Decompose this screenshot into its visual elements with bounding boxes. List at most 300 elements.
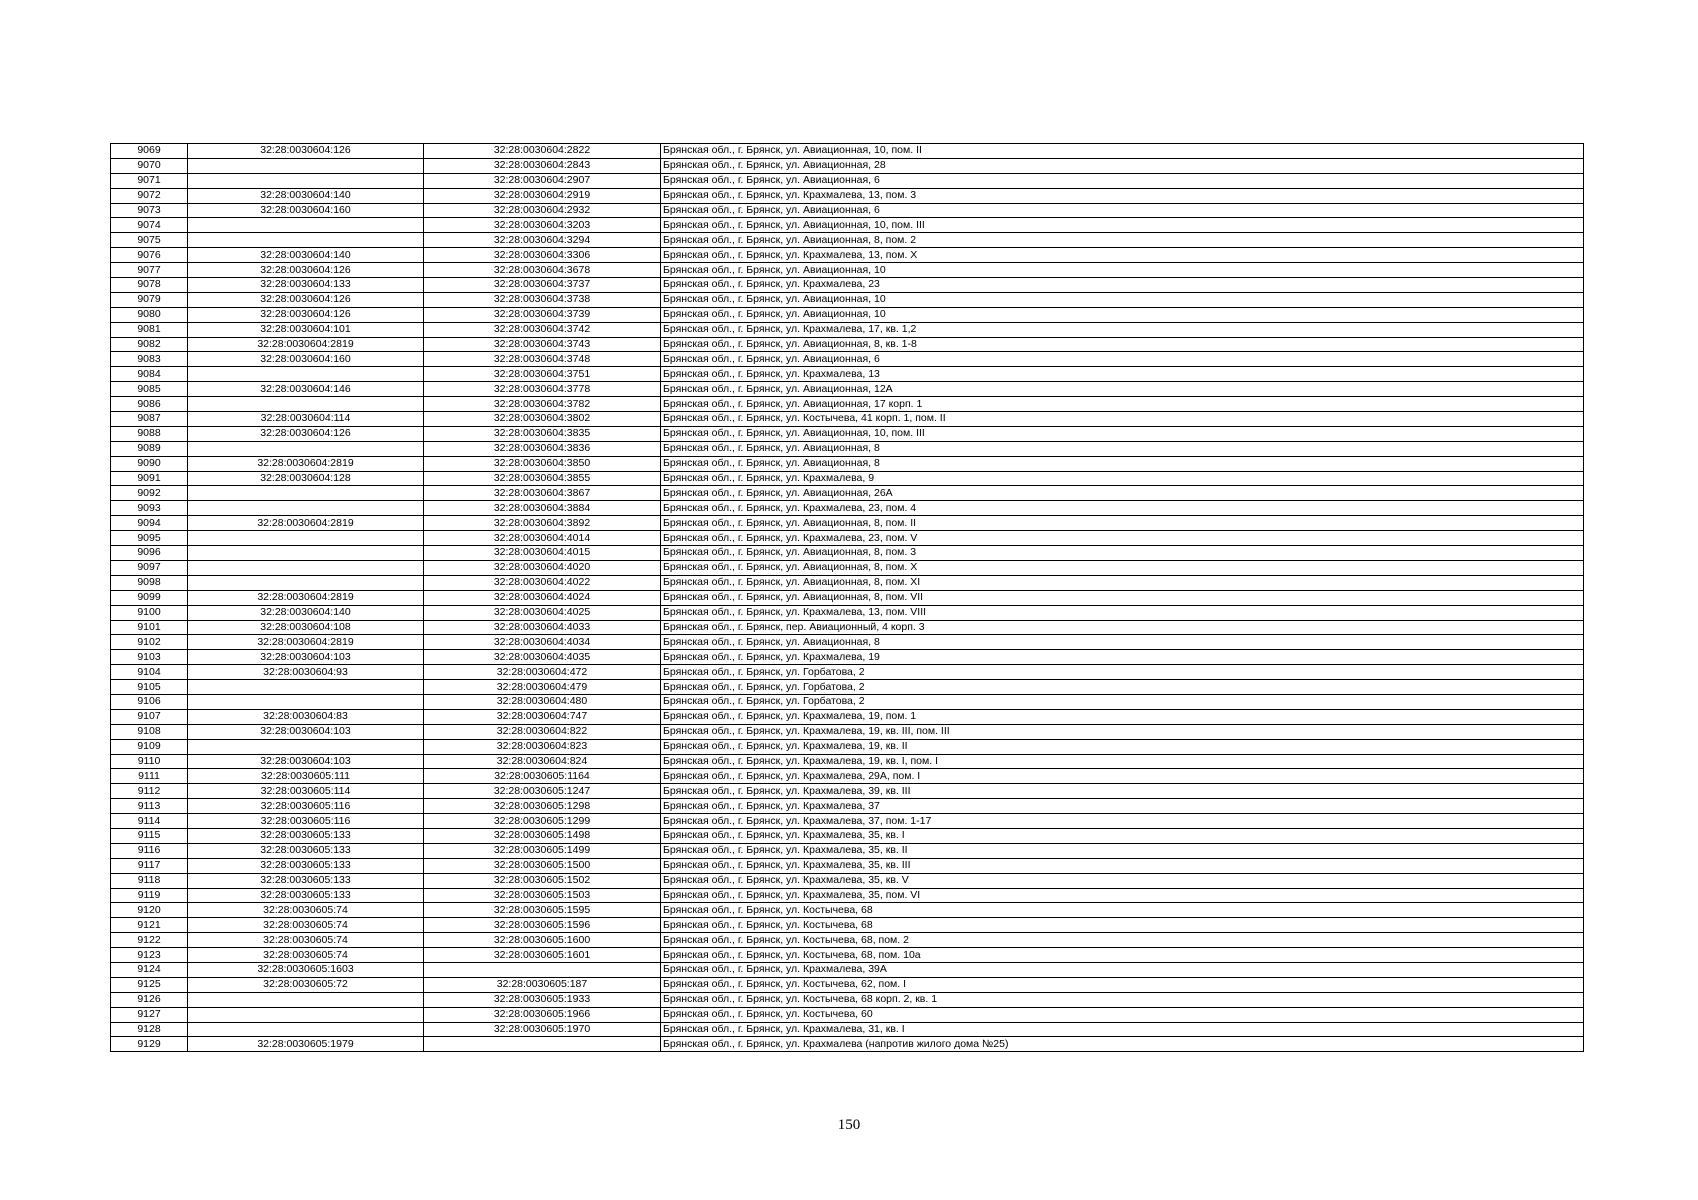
table-row [111, 650, 1584, 665]
object-number-cell: 32:28:0030605:1970 [424, 1022, 661, 1037]
object-number-cell: 32:28:0030604:4035 [424, 650, 661, 665]
row-number-cell: 9126 [111, 992, 188, 1007]
row-number-cell: 9121 [111, 918, 188, 933]
table-row [111, 962, 1584, 977]
table-row [111, 1022, 1584, 1037]
table-row [111, 858, 1584, 873]
object-number-cell: 32:28:0030604:3203 [424, 218, 661, 233]
object-number-cell: 32:28:0030604:747 [424, 709, 661, 724]
parcel-number-cell: 32:28:0030604:140 [188, 605, 424, 620]
row-number-cell: 9082 [111, 337, 188, 352]
table-row [111, 903, 1584, 918]
parcel-number-cell [188, 694, 424, 709]
address-cell: Брянская обл., г. Брянск, ул. Крахмалева, 35, кв. II [661, 843, 1584, 858]
table-row [111, 292, 1584, 307]
table-row [111, 724, 1584, 739]
table-row [111, 694, 1584, 709]
row-number-cell: 9091 [111, 471, 188, 486]
row-number-cell: 9119 [111, 888, 188, 903]
address-cell: Брянская обл., г. Брянск, ул. Авиационная, 26А [661, 486, 1584, 501]
table-row [111, 158, 1584, 173]
object-number-cell: 32:28:0030604:2822 [424, 144, 661, 159]
table-row [111, 739, 1584, 754]
row-number-cell: 9081 [111, 322, 188, 337]
object-number-cell: 32:28:0030604:824 [424, 754, 661, 769]
row-number-cell: 9118 [111, 873, 188, 888]
address-cell: Брянская обл., г. Брянск, ул. Крахмалева, 19, кв. II [661, 739, 1584, 754]
address-cell: Брянская обл., г. Брянск, ул. Авиационная, 10 [661, 292, 1584, 307]
address-cell: Брянская обл., г. Брянск, ул. Крахмалева, 19, кв. III, пом. III [661, 724, 1584, 739]
address-cell: Брянская обл., г. Брянск, ул. Крахмалева, 17, кв. 1,2 [661, 322, 1584, 337]
table-row [111, 501, 1584, 516]
parcel-number-cell [188, 233, 424, 248]
parcel-number-cell: 32:28:0030605:111 [188, 769, 424, 784]
object-number-cell: 32:28:0030605:187 [424, 977, 661, 992]
row-number-cell: 9098 [111, 575, 188, 590]
parcel-number-cell [188, 1022, 424, 1037]
parcel-number-cell: 32:28:0030604:2819 [188, 456, 424, 471]
row-number-cell: 9122 [111, 933, 188, 948]
parcel-number-cell: 32:28:0030605:74 [188, 918, 424, 933]
row-number-cell: 9123 [111, 948, 188, 963]
object-number-cell: 32:28:0030604:3742 [424, 322, 661, 337]
parcel-number-cell [188, 218, 424, 233]
parcel-number-cell [188, 397, 424, 412]
table-row [111, 218, 1584, 233]
parcel-number-cell: 32:28:0030604:93 [188, 665, 424, 680]
table-row [111, 560, 1584, 575]
table-row [111, 397, 1584, 412]
parcel-number-cell [188, 441, 424, 456]
address-cell: Брянская обл., г. Брянск, ул. Авиационная, 8 [661, 635, 1584, 650]
table-row [111, 337, 1584, 352]
row-number-cell: 9089 [111, 441, 188, 456]
object-number-cell: 32:28:0030604:823 [424, 739, 661, 754]
address-cell: Брянская обл., г. Брянск, пер. Авиационный, 4 корп. 3 [661, 620, 1584, 635]
row-number-cell: 9125 [111, 977, 188, 992]
address-cell: Брянская обл., г. Брянск, ул. Авиационная, 8 [661, 456, 1584, 471]
parcel-number-cell [188, 1007, 424, 1022]
parcel-number-cell: 32:28:0030604:114 [188, 412, 424, 427]
table-row [111, 352, 1584, 367]
row-number-cell: 9075 [111, 233, 188, 248]
row-number-cell: 9110 [111, 754, 188, 769]
table-row [111, 203, 1584, 218]
row-number-cell: 9109 [111, 739, 188, 754]
parcel-number-cell [188, 560, 424, 575]
table-row [111, 471, 1584, 486]
row-number-cell: 9092 [111, 486, 188, 501]
parcel-number-cell: 32:28:0030604:126 [188, 144, 424, 159]
table-row [111, 680, 1584, 695]
object-number-cell: 32:28:0030604:3748 [424, 352, 661, 367]
row-number-cell: 9084 [111, 367, 188, 382]
row-number-cell: 9088 [111, 426, 188, 441]
table-row [111, 546, 1584, 561]
row-number-cell: 9103 [111, 650, 188, 665]
table-row [111, 769, 1584, 784]
object-number-cell: 32:28:0030604:4025 [424, 605, 661, 620]
table-row [111, 1007, 1584, 1022]
address-cell: Брянская обл., г. Брянск, ул. Крахмалева, 19, пом. 1 [661, 709, 1584, 724]
table-row [111, 516, 1584, 531]
address-cell: Брянская обл., г. Брянск, ул. Костычева, 68, пом. 10а [661, 948, 1584, 963]
row-number-cell: 9074 [111, 218, 188, 233]
address-cell: Брянская обл., г. Брянск, ул. Крахмалева, 23, пом. V [661, 531, 1584, 546]
parcel-number-cell: 32:28:0030604:103 [188, 650, 424, 665]
address-cell: Брянская обл., г. Брянск, ул. Авиационная, 8, пом. 3 [661, 546, 1584, 561]
table-row [111, 173, 1584, 188]
object-number-cell: 32:28:0030604:2919 [424, 188, 661, 203]
address-cell: Брянская обл., г. Брянск, ул. Костычева, 62, пом. I [661, 977, 1584, 992]
object-number-cell: 32:28:0030604:3738 [424, 292, 661, 307]
address-cell: Брянская обл., г. Брянск, ул. Крахмалева, 13, пом. X [661, 248, 1584, 263]
address-cell: Брянская обл., г. Брянск, ул. Авиационная, 6 [661, 352, 1584, 367]
address-cell: Брянская обл., г. Брянск, ул. Крахмалева, 13, пом. VIII [661, 605, 1584, 620]
parcel-number-cell: 32:28:0030604:103 [188, 754, 424, 769]
row-number-cell: 9128 [111, 1022, 188, 1037]
row-number-cell: 9071 [111, 173, 188, 188]
row-number-cell: 9112 [111, 784, 188, 799]
table-row [111, 412, 1584, 427]
address-cell: Брянская обл., г. Брянск, ул. Авиационная, 10, пом. III [661, 426, 1584, 441]
address-cell: Брянская обл., г. Брянск, ул. Авиационная, 8, пом. VII [661, 590, 1584, 605]
object-number-cell [424, 1037, 661, 1052]
row-number-cell: 9117 [111, 858, 188, 873]
object-number-cell: 32:28:0030604:4015 [424, 546, 661, 561]
registry-table [110, 143, 1584, 1052]
table-row [111, 635, 1584, 650]
parcel-number-cell: 32:28:0030604:103 [188, 724, 424, 739]
object-number-cell: 32:28:0030605:1966 [424, 1007, 661, 1022]
row-number-cell: 9108 [111, 724, 188, 739]
row-number-cell: 9087 [111, 412, 188, 427]
address-cell: Брянская обл., г. Брянск, ул. Горбатова, 2 [661, 680, 1584, 695]
parcel-number-cell: 32:28:0030604:2819 [188, 635, 424, 650]
object-number-cell: 32:28:0030605:1499 [424, 843, 661, 858]
parcel-number-cell: 32:28:0030604:2819 [188, 590, 424, 605]
table-row [111, 248, 1584, 263]
address-cell: Брянская обл., г. Брянск, ул. Крахмалева, 9 [661, 471, 1584, 486]
table-row [111, 367, 1584, 382]
table-row [111, 784, 1584, 799]
object-number-cell: 32:28:0030605:1933 [424, 992, 661, 1007]
table-row [111, 814, 1584, 829]
address-cell: Брянская обл., г. Брянск, ул. Крахмалева, 19, кв. I, пом. I [661, 754, 1584, 769]
row-number-cell: 9116 [111, 843, 188, 858]
parcel-number-cell [188, 680, 424, 695]
address-cell: Брянская обл., г. Брянск, ул. Горбатова, 2 [661, 694, 1584, 709]
row-number-cell: 9093 [111, 501, 188, 516]
object-number-cell: 32:28:0030604:4014 [424, 531, 661, 546]
address-cell: Брянская обл., г. Брянск, ул. Крахмалева, 39А [661, 962, 1584, 977]
table-row [111, 233, 1584, 248]
parcel-number-cell [188, 173, 424, 188]
row-number-cell: 9077 [111, 263, 188, 278]
row-number-cell: 9083 [111, 352, 188, 367]
address-cell: Брянская обл., г. Брянск, ул. Авиационная, 8, пом. XI [661, 575, 1584, 590]
object-number-cell: 32:28:0030605:1503 [424, 888, 661, 903]
object-number-cell: 32:28:0030604:3892 [424, 516, 661, 531]
parcel-number-cell: 32:28:0030604:126 [188, 263, 424, 278]
row-number-cell: 9102 [111, 635, 188, 650]
parcel-number-cell: 32:28:0030605:133 [188, 873, 424, 888]
object-number-cell: 32:28:0030605:1502 [424, 873, 661, 888]
parcel-number-cell: 32:28:0030604:126 [188, 307, 424, 322]
address-cell: Брянская обл., г. Брянск, ул. Авиационная, 6 [661, 203, 1584, 218]
table-row [111, 307, 1584, 322]
row-number-cell: 9107 [111, 709, 188, 724]
object-number-cell: 32:28:0030604:4022 [424, 575, 661, 590]
table-row [111, 933, 1584, 948]
parcel-number-cell: 32:28:0030605:133 [188, 858, 424, 873]
object-number-cell: 32:28:0030604:4024 [424, 590, 661, 605]
table-row [111, 486, 1584, 501]
object-number-cell: 32:28:0030604:3850 [424, 456, 661, 471]
object-number-cell: 32:28:0030604:3884 [424, 501, 661, 516]
object-number-cell: 32:28:0030604:3739 [424, 307, 661, 322]
parcel-number-cell: 32:28:0030605:74 [188, 933, 424, 948]
table-row [111, 590, 1584, 605]
parcel-number-cell: 32:28:0030605:114 [188, 784, 424, 799]
address-cell: Брянская обл., г. Брянск, ул. Авиационная, 17 корп. 1 [661, 397, 1584, 412]
row-number-cell: 9095 [111, 531, 188, 546]
object-number-cell: 32:28:0030605:1601 [424, 948, 661, 963]
address-cell: Брянская обл., г. Брянск, ул. Авиационная, 28 [661, 158, 1584, 173]
object-number-cell: 32:28:0030604:2907 [424, 173, 661, 188]
table-row [111, 754, 1584, 769]
object-number-cell: 32:28:0030604:472 [424, 665, 661, 680]
address-cell: Брянская обл., г. Брянск, ул. Авиационная, 10, пом. II [661, 144, 1584, 159]
object-number-cell: 32:28:0030605:1600 [424, 933, 661, 948]
address-cell: Брянская обл., г. Брянск, ул. Крахмалева, 23, пом. 4 [661, 501, 1584, 516]
table-row [111, 456, 1584, 471]
row-number-cell: 9101 [111, 620, 188, 635]
row-number-cell: 9114 [111, 814, 188, 829]
address-cell: Брянская обл., г. Брянск, ул. Крахмалева, 37, пом. 1-17 [661, 814, 1584, 829]
parcel-number-cell: 32:28:0030605:116 [188, 799, 424, 814]
object-number-cell: 32:28:0030604:3294 [424, 233, 661, 248]
object-number-cell: 32:28:0030605:1164 [424, 769, 661, 784]
object-number-cell: 32:28:0030604:3743 [424, 337, 661, 352]
object-number-cell: 32:28:0030604:3836 [424, 441, 661, 456]
parcel-number-cell: 32:28:0030604:128 [188, 471, 424, 486]
object-number-cell: 32:28:0030604:3835 [424, 426, 661, 441]
row-number-cell: 9080 [111, 307, 188, 322]
address-cell: Брянская обл., г. Брянск, ул. Крахмалева, 13 [661, 367, 1584, 382]
address-cell: Брянская обл., г. Брянск, ул. Крахмалева, 35, кв. I [661, 828, 1584, 843]
object-number-cell: 32:28:0030605:1247 [424, 784, 661, 799]
row-number-cell: 9086 [111, 397, 188, 412]
parcel-number-cell: 32:28:0030604:126 [188, 292, 424, 307]
parcel-number-cell: 32:28:0030604:146 [188, 382, 424, 397]
parcel-number-cell [188, 486, 424, 501]
row-number-cell: 9076 [111, 248, 188, 263]
row-number-cell: 9099 [111, 590, 188, 605]
table-row [111, 188, 1584, 203]
table-row [111, 144, 1584, 159]
row-number-cell: 9096 [111, 546, 188, 561]
parcel-number-cell: 32:28:0030604:160 [188, 352, 424, 367]
address-cell: Брянская обл., г. Брянск, ул. Костычева, 68 корп. 2, кв. 1 [661, 992, 1584, 1007]
parcel-number-cell: 32:28:0030604:2819 [188, 516, 424, 531]
object-number-cell: 32:28:0030604:3778 [424, 382, 661, 397]
address-cell: Брянская обл., г. Брянск, ул. Авиационная, 8, кв. 1-8 [661, 337, 1584, 352]
table-row [111, 441, 1584, 456]
object-number-cell: 32:28:0030604:479 [424, 680, 661, 695]
address-cell: Брянская обл., г. Брянск, ул. Крахмалева, 35, кв. V [661, 873, 1584, 888]
row-number-cell: 9115 [111, 828, 188, 843]
object-number-cell: 32:28:0030604:4020 [424, 560, 661, 575]
address-cell: Брянская обл., г. Брянск, ул. Горбатова, 2 [661, 665, 1584, 680]
object-number-cell: 32:28:0030604:3306 [424, 248, 661, 263]
row-number-cell: 9100 [111, 605, 188, 620]
address-cell: Брянская обл., г. Брянск, ул. Авиационная, 8, пом. 2 [661, 233, 1584, 248]
parcel-number-cell: 32:28:0030605:116 [188, 814, 424, 829]
row-number-cell: 9079 [111, 292, 188, 307]
table-row [111, 382, 1584, 397]
address-cell: Брянская обл., г. Брянск, ул. Крахмалева, 35, кв. III [661, 858, 1584, 873]
parcel-number-cell: 32:28:0030604:140 [188, 248, 424, 263]
object-number-cell: 32:28:0030604:2932 [424, 203, 661, 218]
object-number-cell: 32:28:0030605:1500 [424, 858, 661, 873]
object-number-cell: 32:28:0030605:1299 [424, 814, 661, 829]
parcel-number-cell [188, 575, 424, 590]
row-number-cell: 9094 [111, 516, 188, 531]
address-cell: Брянская обл., г. Брянск, ул. Крахмалева, 13, пом. 3 [661, 188, 1584, 203]
object-number-cell: 32:28:0030604:3802 [424, 412, 661, 427]
row-number-cell: 9070 [111, 158, 188, 173]
table-row [111, 605, 1584, 620]
row-number-cell: 9090 [111, 456, 188, 471]
address-cell: Брянская обл., г. Брянск, ул. Авиационная, 10 [661, 263, 1584, 278]
parcel-number-cell [188, 546, 424, 561]
address-cell: Брянская обл., г. Брянск, ул. Крахмалева, 35, пом. VI [661, 888, 1584, 903]
parcel-number-cell: 32:28:0030604:101 [188, 322, 424, 337]
address-cell: Брянская обл., г. Брянск, ул. Крахмалева, 39, кв. III [661, 784, 1584, 799]
row-number-cell: 9105 [111, 680, 188, 695]
row-number-cell: 9097 [111, 560, 188, 575]
object-number-cell: 32:28:0030605:1596 [424, 918, 661, 933]
object-number-cell: 32:28:0030604:3737 [424, 278, 661, 293]
parcel-number-cell [188, 367, 424, 382]
object-number-cell: 32:28:0030604:2843 [424, 158, 661, 173]
parcel-number-cell: 32:28:0030604:126 [188, 426, 424, 441]
object-number-cell: 32:28:0030604:3782 [424, 397, 661, 412]
address-cell: Брянская обл., г. Брянск, ул. Крахмалева, 19 [661, 650, 1584, 665]
parcel-number-cell: 32:28:0030605:1603 [188, 962, 424, 977]
page-number: 150 [837, 1117, 861, 1133]
object-number-cell: 32:28:0030604:4034 [424, 635, 661, 650]
table-row [111, 620, 1584, 635]
address-cell: Брянская обл., г. Брянск, ул. Авиационная, 6 [661, 173, 1584, 188]
parcel-number-cell: 32:28:0030604:133 [188, 278, 424, 293]
object-number-cell: 32:28:0030604:480 [424, 694, 661, 709]
object-number-cell: 32:28:0030604:3678 [424, 263, 661, 278]
object-number-cell: 32:28:0030605:1595 [424, 903, 661, 918]
parcel-number-cell [188, 158, 424, 173]
row-number-cell: 9073 [111, 203, 188, 218]
parcel-number-cell: 32:28:0030605:1979 [188, 1037, 424, 1052]
parcel-number-cell: 32:28:0030604:160 [188, 203, 424, 218]
object-number-cell: 32:28:0030604:3867 [424, 486, 661, 501]
registry-table-body [111, 144, 1584, 1052]
parcel-number-cell: 32:28:0030605:133 [188, 888, 424, 903]
address-cell: Брянская обл., г. Брянск, ул. Крахмалева, 31, кв. I [661, 1022, 1584, 1037]
address-cell: Брянская обл., г. Брянск, ул. Крахмалева (напротив жилого дома №25) [661, 1037, 1584, 1052]
table-row [111, 873, 1584, 888]
table-row [111, 322, 1584, 337]
parcel-number-cell: 32:28:0030604:2819 [188, 337, 424, 352]
address-cell: Брянская обл., г. Брянск, ул. Авиационная, 12А [661, 382, 1584, 397]
row-number-cell: 9085 [111, 382, 188, 397]
object-number-cell [424, 962, 661, 977]
address-cell: Брянская обл., г. Брянск, ул. Костычева, 41 корп. 1, пом. II [661, 412, 1584, 427]
table-row [111, 799, 1584, 814]
row-number-cell: 9078 [111, 278, 188, 293]
table-row [111, 918, 1584, 933]
row-number-cell: 9127 [111, 1007, 188, 1022]
row-number-cell: 9111 [111, 769, 188, 784]
table-row [111, 843, 1584, 858]
parcel-number-cell: 32:28:0030605:74 [188, 903, 424, 918]
row-number-cell: 9072 [111, 188, 188, 203]
table-row [111, 1037, 1584, 1052]
parcel-number-cell [188, 992, 424, 1007]
address-cell: Брянская обл., г. Брянск, ул. Костычева, 60 [661, 1007, 1584, 1022]
row-number-cell: 9120 [111, 903, 188, 918]
table-row [111, 948, 1584, 963]
row-number-cell: 9069 [111, 144, 188, 159]
parcel-number-cell: 32:28:0030604:83 [188, 709, 424, 724]
table-row [111, 575, 1584, 590]
table-row [111, 992, 1584, 1007]
parcel-number-cell: 32:28:0030605:74 [188, 948, 424, 963]
row-number-cell: 9129 [111, 1037, 188, 1052]
address-cell: Брянская обл., г. Брянск, ул. Авиационная, 8, пом. X [661, 560, 1584, 575]
address-cell: Брянская обл., г. Брянск, ул. Авиационная, 10, пом. III [661, 218, 1584, 233]
object-number-cell: 32:28:0030605:1298 [424, 799, 661, 814]
object-number-cell: 32:28:0030604:822 [424, 724, 661, 739]
parcel-number-cell: 32:28:0030605:72 [188, 977, 424, 992]
table-row [111, 531, 1584, 546]
parcel-number-cell: 32:28:0030604:108 [188, 620, 424, 635]
table-row [111, 665, 1584, 680]
address-cell: Брянская обл., г. Брянск, ул. Авиационная, 10 [661, 307, 1584, 322]
parcel-number-cell: 32:28:0030605:133 [188, 843, 424, 858]
address-cell: Брянская обл., г. Брянск, ул. Крахмалева, 23 [661, 278, 1584, 293]
parcel-number-cell [188, 739, 424, 754]
parcel-number-cell [188, 531, 424, 546]
row-number-cell: 9104 [111, 665, 188, 680]
object-number-cell: 32:28:0030604:3855 [424, 471, 661, 486]
row-number-cell: 9113 [111, 799, 188, 814]
table-row [111, 977, 1584, 992]
table-row [111, 278, 1584, 293]
address-cell: Брянская обл., г. Брянск, ул. Костычева, 68 [661, 903, 1584, 918]
parcel-number-cell: 32:28:0030605:133 [188, 828, 424, 843]
object-number-cell: 32:28:0030605:1498 [424, 828, 661, 843]
address-cell: Брянская обл., г. Брянск, ул. Авиационная, 8, пом. II [661, 516, 1584, 531]
address-cell: Брянская обл., г. Брянск, ул. Крахмалева, 29А, пом. I [661, 769, 1584, 784]
parcel-number-cell [188, 501, 424, 516]
table-row [111, 888, 1584, 903]
address-cell: Брянская обл., г. Брянск, ул. Авиационная, 8 [661, 441, 1584, 456]
parcel-number-cell: 32:28:0030604:140 [188, 188, 424, 203]
table-row [111, 709, 1584, 724]
object-number-cell: 32:28:0030604:4033 [424, 620, 661, 635]
table-row [111, 828, 1584, 843]
